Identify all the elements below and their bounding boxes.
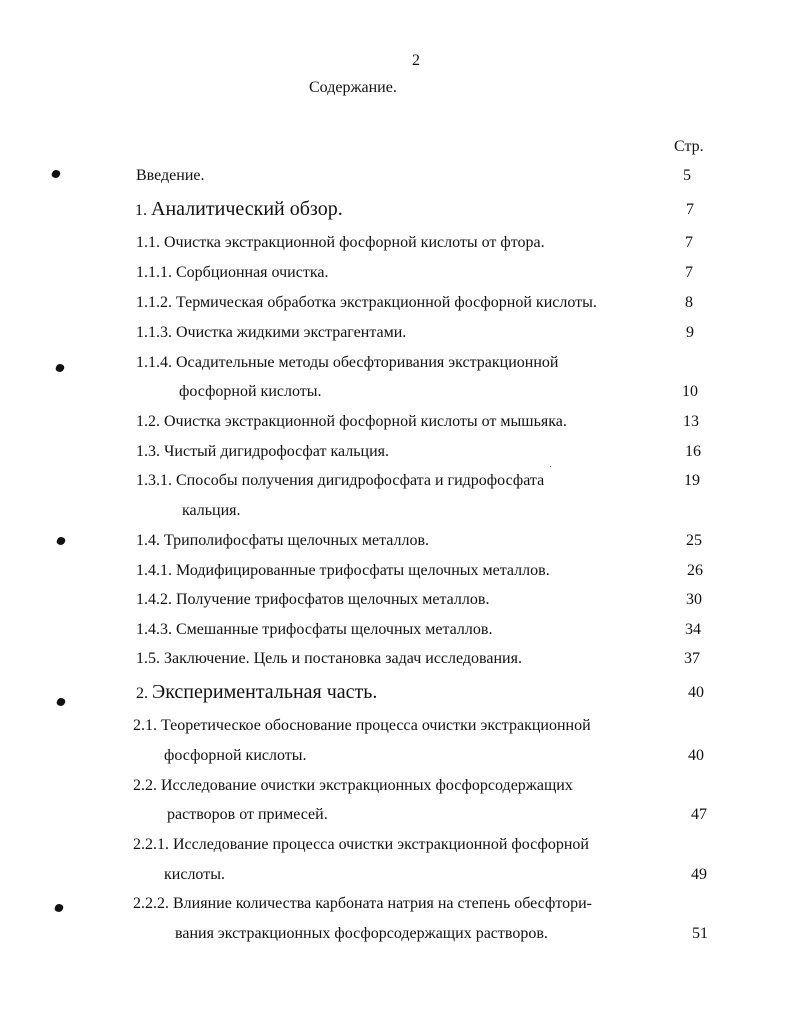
toc-item-page: 26	[687, 562, 703, 579]
toc-item-page: 7	[685, 264, 693, 281]
toc-item-text: Введение.	[136, 167, 205, 184]
toc-item-text: 2.2.2. Влияние количества карбоната натрия на степень обесфтори-	[133, 895, 593, 912]
toc-item-text: 1.1.4. Осадительные методы обесфторивания экстракционной	[136, 354, 559, 371]
toc-item-text-continued: растворов от примесей.	[167, 806, 328, 823]
speck	[550, 466, 551, 467]
toc-section-heading	[136, 681, 377, 703]
toc-item-page: 47	[691, 806, 707, 823]
toc-item-text: 2.2.1. Исследование процесса очистки экстракционной фосфорной	[133, 836, 589, 853]
toc-item-page: 13	[683, 413, 699, 430]
toc-item-text: 1.4. Триполифосфаты щелочных металлов.	[136, 532, 430, 549]
margin-mark	[55, 363, 65, 373]
page-number: 2	[412, 52, 420, 69]
toc-item-text: 1.1.1. Сорбционная очистка.	[136, 264, 329, 281]
toc-item-text: 1.3.1. Способы получения дигидрофосфата и гидрофосфата	[136, 472, 545, 489]
toc-item-text-continued: фосфорной кислоты.	[179, 383, 322, 400]
toc-item-text: 1.1.2. Термическая обработка экстракционной фосфорной кислоты.	[136, 294, 597, 311]
toc-item-text: 1.3. Чистый дигидрофосфат кальция.	[136, 443, 389, 460]
toc-item-page: 34	[685, 621, 701, 638]
toc-item-text: 1.1.3. Очистка жидкими экстрагентами.	[136, 324, 407, 341]
margin-mark	[56, 697, 66, 707]
toc-item-page: 10	[682, 383, 698, 400]
toc-item-page: 30	[686, 591, 702, 608]
toc-item-page: 40	[688, 747, 704, 764]
toc-item-text: 2.2. Исследование очистки экстракционных фосфорсодержащих	[133, 777, 573, 794]
toc-section-title: Аналитический обзор.	[151, 198, 343, 220]
toc-item-text: 1.1. Очистка экстракционной фосфорной кислоты от фтора.	[136, 234, 545, 251]
toc-item-page: 7	[685, 234, 693, 251]
toc-item-text: 1.2. Очистка экстракционной фосфорной кислоты от мышьяка.	[136, 413, 567, 430]
toc-item-page: 49	[691, 866, 707, 883]
toc-section-title: Экспериментальная часть.	[152, 681, 378, 703]
page-title: Содержание.	[309, 79, 397, 96]
toc-item-text: 1.4.2. Получение трифосфатов щелочных металлов.	[136, 591, 490, 608]
toc-item-text: 1.5. Заключение. Цель и постановка задач исследования.	[136, 650, 522, 667]
toc-item-text: 2.1. Теоретическое обоснование процесса очистки экстракционной	[133, 717, 591, 734]
page-column-header: Стр.	[674, 138, 704, 155]
toc-item-page: 19	[684, 472, 700, 489]
margin-mark	[51, 169, 61, 179]
toc-item-page: 40	[688, 684, 704, 701]
toc-item-page: 16	[685, 443, 701, 460]
margin-mark	[54, 903, 64, 913]
toc-item-text-continued: кислоты.	[164, 866, 225, 883]
toc-item-text: 1.4.3. Смешанные трифосфаты щелочных металлов.	[136, 621, 493, 638]
toc-item-page: 9	[686, 324, 694, 341]
toc-section-heading	[135, 198, 343, 220]
toc-item-text: 1.4.1. Модифицированные трифосфаты щелочных металлов.	[136, 562, 550, 579]
toc-item-page: 5	[683, 167, 691, 184]
toc-item-page: 37	[684, 650, 700, 667]
toc-item-text-continued: вания экстракционных фосфорсодержащих растворов.	[175, 925, 548, 942]
toc-item-text-continued: кальция.	[182, 502, 241, 519]
toc-item-page: 7	[686, 201, 694, 218]
toc-item-text-continued: фосфорной кислоты.	[164, 747, 307, 764]
toc-item-page: 8	[685, 294, 693, 311]
margin-mark	[56, 536, 66, 546]
toc-section-number: 2.	[136, 685, 148, 702]
toc-item-page: 25	[686, 532, 702, 549]
toc-section-number: 1.	[135, 202, 147, 219]
toc-item-page: 51	[692, 925, 708, 942]
